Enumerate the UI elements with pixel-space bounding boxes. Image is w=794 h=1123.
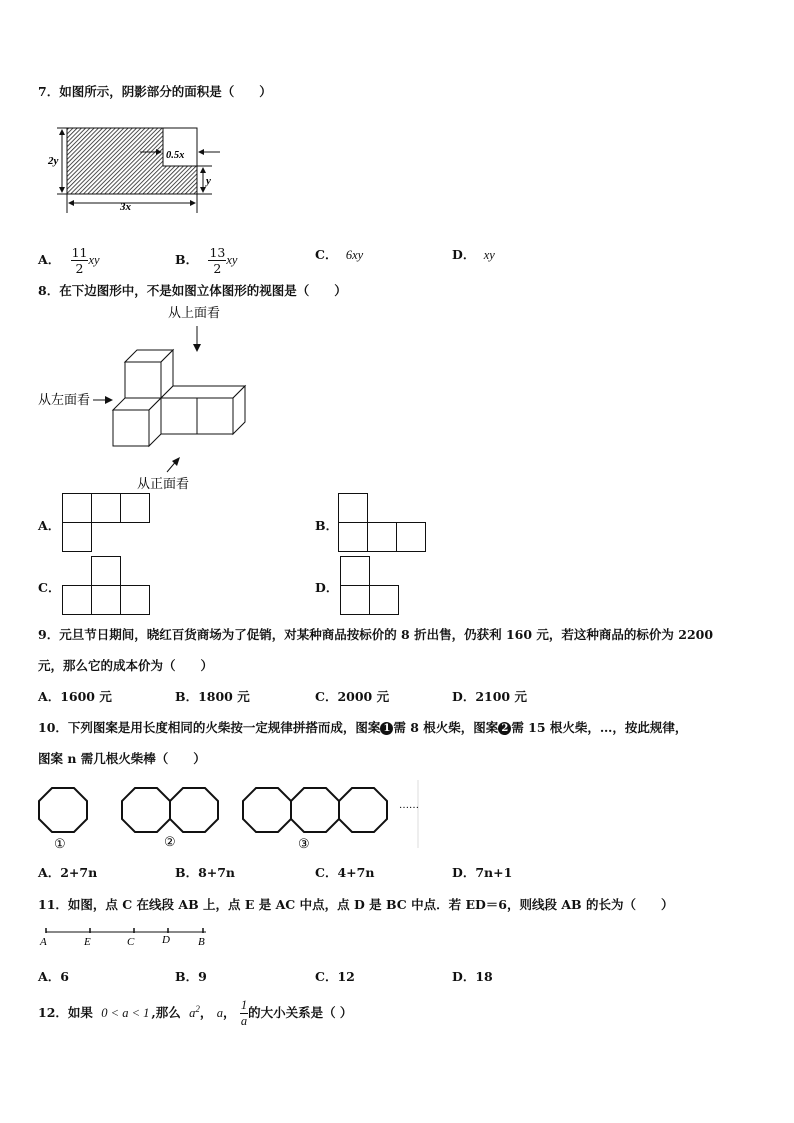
label-3x: 3x: [120, 201, 131, 213]
view-top-label: 从上面看: [168, 305, 221, 320]
option-expression: xy: [88, 253, 100, 267]
octagon-3b: [291, 788, 339, 832]
q11-option-d[interactable]: D．18: [452, 969, 493, 984]
label-y: y: [206, 175, 211, 187]
point-label-b: B: [198, 936, 205, 948]
option-expression: 6xy: [345, 248, 364, 262]
q12-stem: 12．如果 0 < a < 1 ,那么 $a^2$， a， $\frac{1}{a}$ 的大小关系是（ ）: [38, 998, 353, 1029]
q10-option-c[interactable]: C．4+7n: [315, 865, 375, 880]
q9-option-a[interactable]: A．1600 元: [38, 689, 112, 704]
q10-line1-part3: 需 15 根火柴，…，按此规律，: [511, 720, 688, 735]
q10-option-b[interactable]: B．8+7n: [175, 865, 236, 880]
q10-line1-part1: 10．下列图案是用长度相同的火柴按一定规律拼搭而成，图案: [38, 720, 381, 735]
q8-solid-figure: [35, 300, 295, 495]
fraction: [208, 245, 226, 276]
option-letter: C．: [315, 247, 338, 262]
q10-pattern-figure: [36, 778, 426, 853]
q10-line2: 图案 n 需几根火柴棒（ ）: [38, 751, 206, 766]
point-label-a: A: [40, 936, 47, 948]
label-05x: 0.5x: [166, 150, 185, 161]
pattern-label-1: ①: [54, 836, 66, 851]
q12-a: a: [216, 1006, 223, 1021]
fraction-denominator: a: [240, 1014, 248, 1029]
q8-option-a-label[interactable]: A．: [38, 518, 61, 533]
q8-option-d-figure: [340, 556, 402, 616]
q11-option-c[interactable]: C．12: [315, 969, 355, 984]
view-left-label: 从左面看: [38, 392, 91, 407]
pattern-1-mark: 1: [380, 722, 393, 735]
point-label-c: C: [127, 936, 135, 948]
fraction-denominator: 2: [75, 261, 84, 276]
pattern-label-2: ②: [164, 834, 176, 849]
q8-option-c-label[interactable]: C．: [38, 580, 61, 595]
q9-option-b[interactable]: B．1800 元: [175, 689, 250, 704]
q9-option-c[interactable]: C．2000 元: [315, 689, 390, 704]
q9-line1: 9．元旦节日期间，晓红百货商场为了促销，对某种商品按标价的 8 折出售，仍获利 160 元，若这种商品的标价为 2200: [38, 627, 714, 642]
octagon-3a: [243, 788, 291, 832]
option-expression: xy: [226, 253, 238, 267]
q12-prefix: 12．如果: [38, 1005, 93, 1021]
q7-option-d[interactable]: [452, 245, 495, 263]
fraction-numerator: 13: [209, 245, 226, 260]
q8-option-c-figure: [62, 556, 154, 616]
option-letter: B．: [175, 252, 199, 267]
q10-option-d[interactable]: D．7n+1: [452, 865, 513, 880]
q10-option-a[interactable]: A．2+7n: [38, 865, 98, 880]
q8-option-d-label[interactable]: D．: [315, 580, 339, 595]
fraction-numerator: 1: [240, 998, 248, 1013]
q8-stem: 8．在下边图形中，不是如图立体图形的视图是（ ）: [38, 283, 347, 298]
pattern-dots: ……: [399, 800, 419, 811]
q10-line1: [38, 718, 687, 736]
octagon-2b: [170, 788, 218, 832]
q10-line1-part2: 需 8 根火柴，图案: [393, 720, 499, 735]
option-letter: A．: [38, 252, 61, 267]
point-label-d: D: [162, 934, 170, 946]
point-label-e: E: [84, 936, 91, 948]
q12-suffix: 的大小关系是（ ）: [248, 1005, 353, 1021]
q7-option-b[interactable]: [175, 245, 237, 276]
pattern-2-mark: 2: [498, 722, 511, 735]
view-front-label: 从正面看: [137, 476, 190, 491]
q8-option-b-figure: [338, 493, 430, 553]
fraction: [71, 245, 89, 276]
label-2y: 2y: [48, 155, 59, 167]
fraction-denominator: 2: [213, 261, 222, 276]
octagon-2a: [122, 788, 170, 832]
q12-a-squared-base: a: [189, 1006, 196, 1021]
q11-option-a[interactable]: A．6: [38, 969, 69, 984]
pattern-label-3: ③: [298, 836, 310, 851]
q12-exponent: 2: [195, 1004, 200, 1014]
octagon-1: [39, 788, 87, 832]
q8-option-a-figure: [62, 493, 154, 553]
option-letter: D．: [452, 247, 476, 262]
octagon-3c: [339, 788, 387, 832]
q9-line2: 元，那么它的成本价为（ ）: [38, 658, 214, 673]
q11-segment-figure: [38, 924, 218, 952]
q9-option-d[interactable]: D．2100 元: [452, 689, 527, 704]
q11-stem: 11．如图，点 C 在线段 AB 上，点 E 是 AC 中点，点 D 是 BC 中点．若 ED＝6，则线段 AB 的长为（ ）: [38, 897, 674, 912]
q8-option-b-label[interactable]: B．: [315, 518, 339, 533]
q11-option-b[interactable]: B．9: [175, 969, 207, 984]
q7-option-a[interactable]: [38, 245, 100, 276]
q7-stem: 7．如图所示，阴影部分的面积是（ ）: [38, 84, 272, 99]
option-expression: xy: [483, 248, 495, 262]
fraction-numerator: 11: [71, 245, 88, 260]
q7-figure: [40, 118, 240, 218]
q12-middle: ,那么: [151, 1005, 181, 1021]
q7-option-c[interactable]: [315, 245, 363, 263]
q12-reciprocal-fraction: [240, 998, 248, 1029]
q12-condition: 0 < a < 1: [101, 1006, 150, 1021]
